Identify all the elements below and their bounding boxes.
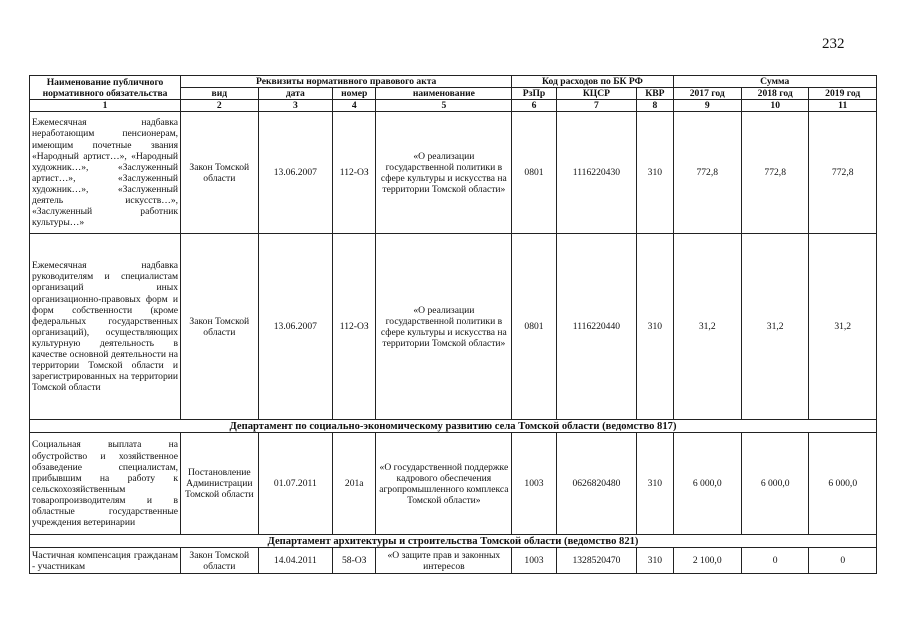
sum-2019-cell: 31,2 [809,234,877,420]
act-kind-cell: Закон Томской области [181,548,259,574]
obligation-cell: Ежемесячная надбавка неработающим пенсионерам, имеющим почетные звания «Народный артист…», «Народный художник…», «Заслуженный артист…», «Заслуженный художник…», «Заслуженный деятель искусств…», «Заслуженный работник культуры…» [30,112,181,234]
act-date-cell: 14.04.2011 [258,548,333,574]
sum-2019-cell: 772,8 [809,112,877,234]
act-date-cell: 13.06.2007 [258,112,333,234]
section-row [30,420,877,433]
obligation-cell: Социальная выплата на обустройство и хозяйственное обзаведение специалистам, прибывшим на работу к сельскохозяйственным товаропроизводителям и в областные государственные учреждения ветеринарии [30,433,181,535]
header-col-number: 11 [809,100,877,112]
kvr-cell: 310 [637,112,673,234]
kvr-cell: 310 [637,548,673,574]
table-row [30,433,877,535]
kcsr-cell: 1116220440 [556,234,637,420]
sum-2017-cell: 2 100,0 [673,548,741,574]
rzpr-cell: 0801 [512,234,556,420]
header-name: наименование [376,88,512,100]
table-row [30,234,877,420]
header-col-number: 4 [333,100,376,112]
sum-2019-cell: 0 [809,548,877,574]
sum-2019-cell: 6 000,0 [809,433,877,535]
header-year-2019: 2019 год [809,88,877,100]
header-kind: вид [181,88,259,100]
act-date-cell: 13.06.2007 [258,234,333,420]
header-col-number: 6 [512,100,556,112]
act-name-cell: «О реализации государственной политики в сфере культуры и искусства на территории Томской области» [376,234,512,420]
header-col-number: 10 [741,100,808,112]
kvr-cell: 310 [637,433,673,535]
header-number: номер [333,88,376,100]
table-row [30,548,877,574]
header-date: дата [258,88,333,100]
header-year-2017: 2017 год [673,88,741,100]
kcsr-cell: 1116220430 [556,112,637,234]
act-name-cell: «О защите прав и законных интересов [376,548,512,574]
act-number-cell: 58-ОЗ [333,548,376,574]
rzpr-cell: 0801 [512,112,556,234]
header-act-group: Реквизиты нормативного правового акта [181,76,512,88]
header-obligation: Наименование публичного нормативного обязательства [30,76,181,100]
header-kcsr: КЦСР [556,88,637,100]
sum-2017-cell: 772,8 [673,112,741,234]
sum-2018-cell: 0 [741,548,808,574]
rzpr-cell: 1003 [512,548,556,574]
header-sum-group: Сумма [673,76,877,88]
table-row [30,112,877,234]
header-col-number: 9 [673,100,741,112]
section-title: Департамент архитектуры и строительства Томской области (ведомство 821) [30,535,877,548]
act-kind-cell: Закон Томской области [181,234,259,420]
sum-2017-cell: 31,2 [673,234,741,420]
header-rzpr: РзПр [512,88,556,100]
header-col-number: 5 [376,100,512,112]
sum-2018-cell: 6 000,0 [741,433,808,535]
section-title: Департамент по социально-экономическому развитию села Томской области (ведомство 817) [30,420,877,433]
header-year-2018: 2018 год [741,88,808,100]
act-name-cell: «О реализации государственной политики в сфере культуры и искусства на территории Томской области» [376,112,512,234]
header-col-number: 7 [556,100,637,112]
header-col-number: 8 [637,100,673,112]
section-row [30,535,877,548]
act-name-cell: «О государственной поддержке кадрового обеспечения агропромышленного комплекса Томской области» [376,433,512,535]
page-number: 232 [822,36,845,52]
header-col-number: 2 [181,100,259,112]
obligation-cell: Ежемесячная надбавка руководителям и специалистам организаций иных организационно-правовых форм и форм собственности (кроме федеральных государственных организаций), осуществляющих культурную деятельность в качестве основной деятельности на территории Томской области и зарегистрированных на территории Томской области [30,234,181,420]
act-kind-cell: Закон Томской области [181,112,259,234]
act-date-cell: 01.07.2011 [258,433,333,535]
sum-2018-cell: 772,8 [741,112,808,234]
header-codes-group: Код расходов по БК РФ [512,76,673,88]
header-kvr: КВР [637,88,673,100]
sum-2017-cell: 6 000,0 [673,433,741,535]
sum-2018-cell: 31,2 [741,234,808,420]
act-number-cell: 112-ОЗ [333,112,376,234]
act-kind-cell: Постановление Администрации Томской области [181,433,259,535]
act-number-cell: 112-ОЗ [333,234,376,420]
act-number-cell: 201а [333,433,376,535]
rzpr-cell: 1003 [512,433,556,535]
header-col-number: 1 [30,100,181,112]
header-col-number: 3 [258,100,333,112]
obligation-cell: Частичная компенсация гражданам - участникам [30,548,181,574]
obligations-table [29,75,877,574]
kvr-cell: 310 [637,234,673,420]
kcsr-cell: 0626820480 [556,433,637,535]
kcsr-cell: 1328520470 [556,548,637,574]
